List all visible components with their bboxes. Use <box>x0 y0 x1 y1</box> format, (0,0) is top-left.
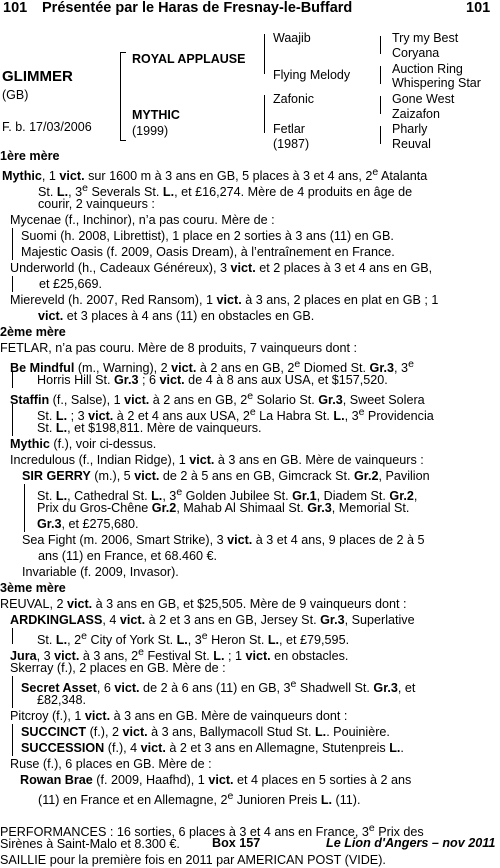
text-line: SUCCINCT (f.), 2 vict. à 3 ans, Ballymacoll Stud St. L.. Pouinière. <box>12 724 500 740</box>
pedigree-dam-sire: Zafonic <box>273 92 314 106</box>
pedigree-dam: MYTHIC <box>132 108 180 122</box>
text-line: PERFORMANCES : 16 sorties, 6 places à 3 et 4 ans en France, 3e Prix des <box>0 822 424 840</box>
pedigree-g2: Coryana <box>392 46 440 60</box>
text-line: ARDKINGLASS, 4 vict. à 2 et 3 ans en GB, Jersey St. Gr.3, Superlative <box>10 613 415 627</box>
text-line: Staffin (f., Salse), 1 vict. à 2 ans en GB, 2e Solario St. Gr.3, Sweet Solera <box>10 390 425 408</box>
third-dam-heading: 3ème mère <box>0 581 66 595</box>
horse-origin: (GB) <box>2 88 29 102</box>
pedigree-dam-dam: Fetlar <box>273 122 305 136</box>
text-line: Incredulous (f., Indian Ridge), 1 vict. à 3 ans en GB. Mère de vainqueurs : <box>10 453 424 467</box>
pedigree-g5: Gone West <box>392 92 455 106</box>
pedigree-dam-dam-year: (1987) <box>273 137 310 151</box>
pedigree-g4: Whispering Star <box>392 76 481 90</box>
lot-number-right: 101 <box>466 0 491 16</box>
pedigree-dam-year: (1999) <box>132 124 169 138</box>
text-line: Miereveld (h. 2007, Red Ransom), 1 vict. à 3 ans, 2 places en plat en GB ; 1 <box>10 293 439 307</box>
sale-name: Le Lion d'Angers – nov 2011 <box>326 836 496 850</box>
text-line: et £25,669. <box>12 276 500 292</box>
lot-number-left: 101 <box>3 0 28 16</box>
text-line: ans (11) en France, et 68.460 €. <box>38 549 217 563</box>
text-line: Rowan Brae (f. 2009, Haafhd), 1 vict. et 4 places en 5 sorties à 2 ans <box>20 773 412 787</box>
text-line: REUVAL, 2 vict. à 3 ans en GB, et $25,505. Mère de 9 vainqueurs dont : <box>0 597 407 611</box>
text-line: Secret Asset, 6 vict. de 2 à 6 ans (11) en GB, 3e Shadwell St. Gr.3, et <box>12 676 500 692</box>
horse-birth: F. b. 17/03/2006 <box>2 120 92 134</box>
text-line: FETLAR, n’a pas couru. Mère de 8 produits, 7 vainqueurs dont : <box>0 341 358 355</box>
text-line: SIR GERRY (m.), 5 vict. de 2 à 5 ans en GB, Gimcrack St. Gr.2, Pavilion <box>22 469 430 483</box>
text-line: Pitcroy (f.), 1 vict. à 3 ans en GB. Mère de vainqueurs dont : <box>10 709 348 723</box>
first-dam-heading: 1ère mère <box>0 149 60 163</box>
text-line: St. L., et $198,811. Mère de vainqueurs. <box>12 420 500 436</box>
text-line: St. L., 2e City of York St. L., 3e Heron St. L., et £79,595. <box>12 628 500 644</box>
box-number: Box 157 <box>212 836 261 850</box>
text-line: vict. et 3 places à 4 ans (11) en obstacles en GB. <box>38 309 315 323</box>
text-line: St. L., 3e Severals St. L., et £16,274. Mère de 4 produits en âge de <box>38 182 413 200</box>
text-line: Majestic Oasis (f. 2009, Oasis Dream), à l’entraînement en France. <box>12 244 500 260</box>
text-line: SUCCESSION (f.), 4 vict. à 2 et 3 ans en Allemagne, Stutenpreis L.. <box>12 740 500 756</box>
pedigree-g8: Reuval <box>392 137 431 151</box>
text-line: Invariable (f. 2009, Invasor). <box>22 565 179 579</box>
pedigree-g6: Zaizafon <box>392 107 440 121</box>
text-line: St. L., Cathedral St. L., 3e Golden Jubilee St. Gr.1, Diadem St. Gr.2, <box>24 484 500 500</box>
pedigree-sire-dam: Flying Melody <box>273 68 351 82</box>
text-line: Gr.3, et £275,680. <box>24 516 500 532</box>
pedigree-g7: Pharly <box>392 122 428 136</box>
text-line: Underworld (h., Cadeaux Généreux), 3 vict. et 2 places à 3 et 4 ans en GB, <box>10 261 433 275</box>
text-line: SAILLIE pour la première fois en 2011 par AMERICAN POST (VIDE). <box>0 853 386 867</box>
pedigree-g1: Try my Best <box>392 31 459 45</box>
text-line: Mythic (f.), voir ci-dessus. <box>10 437 157 451</box>
text-line: £82,348. <box>12 692 500 708</box>
catalogue-body <box>0 148 500 868</box>
text-line: Sea Fight (m. 2006, Smart Strike), 3 vict. à 3 et 4 ans, 9 places de 2 à 5 <box>22 533 425 547</box>
text-line: Ruse (f.), 6 places en GB. Mère de : <box>10 757 212 771</box>
pedigree-sire-sire: Waajib <box>273 31 311 45</box>
text-line: Sirènes à Saint-Malo et 8.300 €. <box>0 837 180 851</box>
horse-name: GLIMMER <box>2 68 73 85</box>
text-line: Mycenae (f., Inchinor), n’a pas couru. Mère de : <box>10 213 275 227</box>
pedigree-g3: Auction Ring <box>392 62 463 76</box>
text-line: Jura, 3 vict. à 3 ans, 2e Festival St. L. ; 1 vict. en obstacles. <box>10 646 349 664</box>
text-line: courir, 2 vainqueurs : <box>38 197 155 211</box>
text-line: Horris Hill St. Gr.3 ; 6 vict. de 4 à 8 ans aux USA, et $157,520. <box>12 372 500 388</box>
text-line: Be Mindful (m., Warning), 2 vict. à 2 ans en GB, 2e Diomed St. Gr.3, 3e <box>10 358 414 376</box>
page-title: Présentée par le Haras de Fresnay-le-Buffard <box>42 0 353 16</box>
text-line: (11) en France et en Allemagne, 2e Junioren Preis L. (11). <box>38 790 361 808</box>
text-line: Mythic, 1 vict. sur 1600 m à 3 ans en GB, 5 places à 3 et 4 ans, 2e Atalanta <box>2 166 428 184</box>
pedigree-sire: ROYAL APPLAUSE <box>132 52 246 66</box>
text-line: Skerray (f.), 2 places en GB. Mère de : <box>10 661 226 675</box>
second-dam-heading: 2ème mère <box>0 325 66 339</box>
text-line: Prix du Gros-Chêne Gr.2, Mahab Al Shimaal St. Gr.3, Memorial St. <box>24 500 500 516</box>
text-line: Suomi (h. 2008, Librettist), 1 place en 2 sorties à 3 ans (11) en GB. <box>12 228 500 244</box>
text-line: St. L. ; 3 vict. à 2 et 4 ans aux USA, 2e La Habra St. L., 3e Providencia <box>12 404 500 420</box>
